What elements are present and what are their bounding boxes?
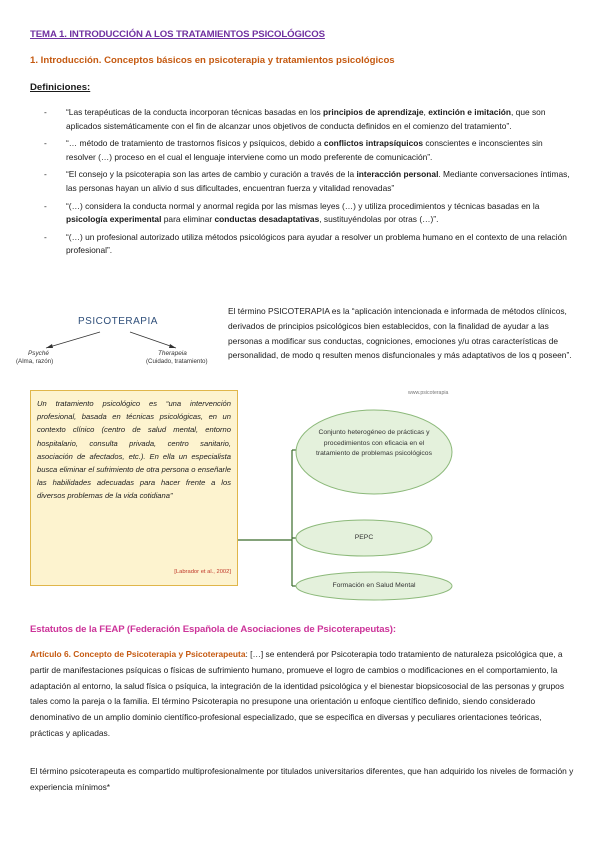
feap-heading: Estatutos de la FEAP (Federación Española de Asociaciones de Psicoterapeutas):	[30, 624, 396, 635]
definition-text: ,	[423, 107, 429, 117]
psicoterapia-etymology-diagram	[8, 308, 208, 368]
definition-text: , sustituyéndolas por otras (…)”.	[319, 214, 439, 225]
definition-item	[44, 168, 572, 195]
definition-text: “Las terapéuticas de la conducta incorporan técnicas basadas en los	[66, 107, 323, 117]
list-dash: -	[44, 138, 47, 149]
quote-text: Un tratamiento psicológico es “una intervención profesional, basada en técnicas psicológicas, en un contexto clínico (centro de salud mental, entorno hospitalario, consulta privada, centro sanitario, asociación de afectados, etc.). En ella un especialista busca eliminar el sufrimiento de otra persona o enseñarle las habilidades adecuadas para hacer frente a los diversos problemas de la vida cotidiana”	[37, 399, 231, 501]
definitions-list	[44, 106, 572, 262]
definition-text: “(…) un profesional autorizado utiliza métodos psicológicos para ayudar a resolver un problema humano en el contexto de una relación profesional”.	[66, 231, 567, 256]
definition-bold: interacción personal	[356, 169, 439, 180]
definition-text: para eliminar	[161, 214, 215, 225]
definitions-heading: Definiciones:	[30, 82, 91, 93]
definition-bold: psicología experimental	[66, 214, 162, 225]
oval-practicas-text: Conjunto heterogéneo de prácticas y procedimientos con eficacia en el tratamiento de problemas psicológicos	[316, 429, 432, 458]
definition-text: “(…) considera la conducta normal y anormal regida por las mismas leyes (…) y utiliza procedimientos y técnicas basadas en la	[66, 200, 540, 211]
list-dash: -	[44, 200, 47, 211]
definition-text: “El consejo y la psicoterapia son las artes de cambio y curación a través de la	[66, 169, 357, 180]
definition-item	[44, 137, 572, 164]
list-dash: -	[44, 231, 47, 242]
definition-item	[44, 231, 572, 258]
psicoterapia-definition: El término PSICOTERAPIA es la “aplicación intencionada e informada de métodos clínicos, derivados de principios psicológicos bien establecidos, con la finalidad de ayudar a las personas a modificar sus conductas, cogniciones, emociones y/u otras características de personalidad, de modo q resulten menos disfuncionales y más adaptativos de los q poseen”.	[228, 306, 572, 361]
definition-bold: conflictos intrapsíquicos	[323, 138, 424, 149]
definition-bold: conductas desadaptativas	[214, 214, 320, 225]
quote-box	[30, 390, 238, 586]
definition-item	[44, 200, 572, 227]
section-heading: 1. Introducción. Conceptos básicos en psicoterapia y tratamientos psicológicos	[30, 55, 395, 66]
definition-text: , que son aplicados sistemáticamente con el fin de alcanzar unos objetivos de conducta definidos en el comienzo del tratamiento”.	[66, 107, 546, 131]
definition-item	[44, 106, 572, 133]
article-6-label: Artículo 6. Concepto de Psicoterapia y Psicoterapeuta	[30, 649, 246, 659]
oval-pepc-text: PEPC	[354, 534, 374, 541]
oval-formacion-text: Formación en Salud Mental	[332, 582, 416, 589]
list-dash: -	[44, 107, 47, 117]
list-dash: -	[44, 169, 47, 180]
psyche-meaning: (Alma, razón)	[16, 358, 54, 365]
therapeia-meaning: (Cuidado, tratamiento)	[146, 358, 208, 365]
quote-source: [Labrador et al., 2002]	[174, 568, 231, 575]
psicoterapia-word: PSICOTERAPIA	[78, 316, 158, 327]
tratamiento-psicologico-figure	[30, 390, 460, 602]
web-tag: www.psicoterapia	[408, 390, 449, 396]
therapeia-term: Therapeia	[158, 350, 187, 357]
article-6-paragraph	[30, 647, 575, 742]
definition-text: “… método de tratamiento de trastornos físicos y psíquicos, debido a	[66, 138, 324, 149]
definition-bold: extinción e imitación	[428, 107, 512, 117]
definition-bold: principios de aprendizaje	[323, 107, 424, 117]
psicoterapeuta-paragraph: El término psicoterapeuta es compartido multiprofesionalmente por titulados universitarios diferentes, que han adquirido los niveles de formación y experiencia mínimos*	[30, 766, 574, 792]
definition-text: conscientes e inconscientes sin resolver (…) proceso en el cual el lenguaje interviene como un modo preferente de comunicación”.	[66, 138, 543, 162]
article-6-text: : […] se entenderá por Psicoterapia todo tratamiento de naturaleza psicológica que, a partir de manifestaciones psíquicas o físicas de sufrimiento humano, promueve el logro de cambios o modificaciones en el comportamiento, la adaptación al entorno, la salud física o psíquica, la integración de la identidad psicológica y el bienestar biopsicosocial de las personas y grupos tales como la pareja o la familia. El término Psicoterapia no presupone una orientación u enfoque científico definido, siendo considerado denominativo de un amplio dominio científico-profesional especializado, que se especifica en diversas y peculiares orientaciones teóricas, prácticas y aplicadas.	[30, 649, 565, 738]
psyche-term: Psyché	[28, 350, 49, 357]
document-title: TEMA 1. INTRODUCCIÓN A LOS TRATAMIENTOS PSICOLÓGICOS	[30, 29, 325, 40]
definition-text: . Mediante conversaciones íntimas, las personas hayan un alivio d sus dificultades, encuentran fuerza y vitalidad renovadas”	[66, 169, 570, 193]
